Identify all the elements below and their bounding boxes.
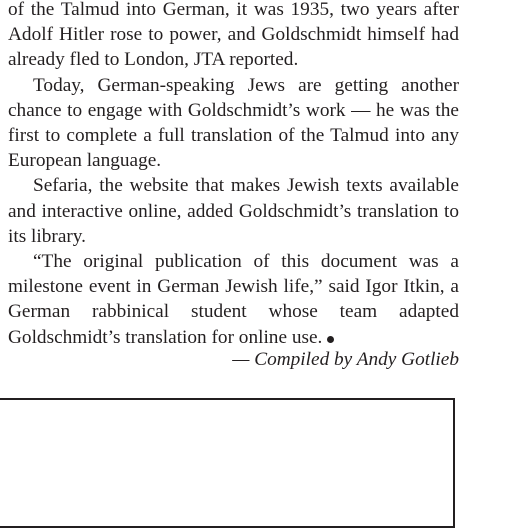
article-paragraph: Sefaria, the website that makes Jewish texts available and interactive online, added Goldschmidt’s translation to its library. — [8, 175, 459, 247]
article-paragraph-last — [8, 249, 459, 350]
article-body — [8, 0, 459, 350]
byline: — Compiled by Andy Gotlieb — [232, 349, 459, 370]
article-paragraph: of the Talmud into German, it was 1935, two years after Adolf Hitler rose to power, and Goldschmidt himself had already fled to London, JTA reported. — [8, 0, 459, 71]
article-paragraph: Today, German-speaking Jews are getting another chance to engage with Goldschmidt’s work — he was the first to complete a full translation of the Talmud into any European language. — [8, 74, 459, 172]
end-of-article-bullet-icon — [327, 336, 334, 343]
article-paragraph-text: “The original publication of this document was a milestone event in German Jewish life,” said Igor Itkin, a German rabbinical student whose team adapted Goldschmidt’s translation for online use. — [8, 251, 459, 348]
bordered-box — [0, 398, 455, 528]
